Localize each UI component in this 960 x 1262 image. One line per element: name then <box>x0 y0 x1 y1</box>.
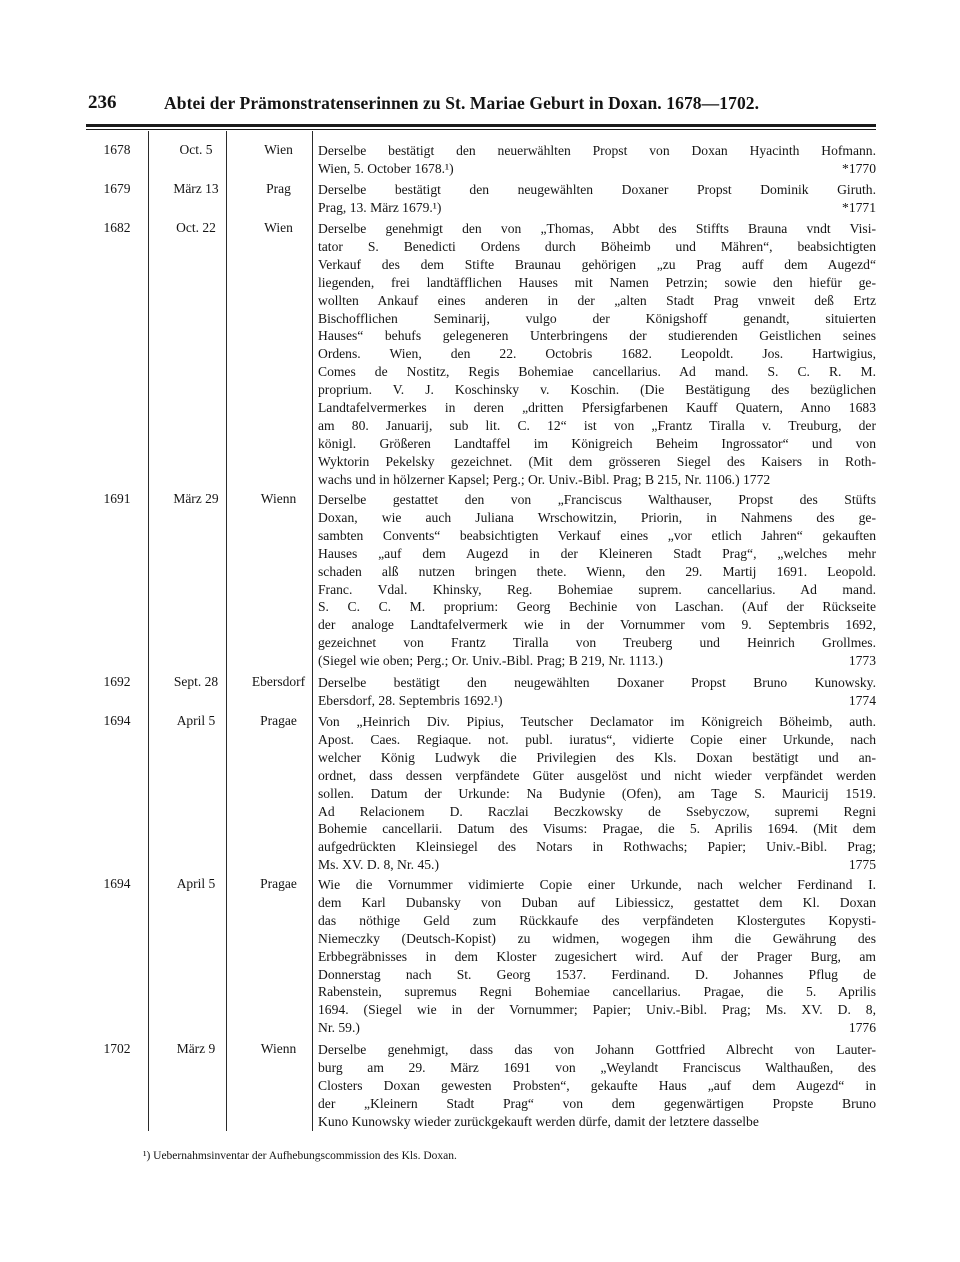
text-line: welcher König Ludwyk die Privilegien des Kls. Doxan bestätigt und an- <box>318 749 876 765</box>
text-line <box>318 856 876 874</box>
entry-date: März 9 <box>176 1041 216 1056</box>
text-line: Rabenstein, supremus Regni Bohemiae cancellarius. Pragae, die 5. Aprilis <box>318 984 876 1000</box>
text-line: wachs und in hölzerner Kapsel; Perg.; Or. Univ.-Bibl. Prag; B 215, Nr. 1106.) 1772 <box>318 471 771 487</box>
text-line: wollten Ankauf eines anderen in der „alten Stadt Prag vnweit deß Ertz <box>318 292 876 308</box>
record-number: 1774 <box>848 692 876 708</box>
entry-year: 1694 <box>103 876 131 891</box>
page-number: 236 <box>88 92 117 113</box>
entry-place: Wien <box>264 220 293 235</box>
text-segment: Prag, 13. März 1679.¹) <box>318 199 442 215</box>
text-line <box>318 160 876 178</box>
text-line: Derselbe genehmigt, dass das von Johann Gottfried Albrecht von Lauter- <box>318 1042 876 1057</box>
text-line: proprium. V. J. Koschinsky v. Koschin. (Die Bestätigung des bezüglichen <box>318 382 876 398</box>
entry-year: 1679 <box>103 181 131 196</box>
entry-date: Oct. 22 <box>176 220 216 235</box>
text-line: Verkauf des dem Stifte Braunau gehörigen „zu Prag auff dem Augezd“ <box>318 256 876 272</box>
entry-date: März 29 <box>173 491 219 506</box>
text-segment: Ms. XV. D. 8, Nr. 45.) <box>318 857 439 873</box>
entry-place: Prag <box>266 181 291 196</box>
text-line: Wie die Vornummer vidimierte Copie einer Urkunde, nach welcher Ferdinand I. <box>318 877 876 892</box>
text-line: Niemeczky (Deutsch-Kopist) zu widmen, wogegen ihm die Gewährung des <box>318 930 876 946</box>
text-line: aufgedrückten Kleinsiegel des Notars in Rothwachs; Papier; Univ.-Bibl. Prag; <box>318 839 876 855</box>
column-divider-date <box>226 131 227 1131</box>
entry-year: 1678 <box>103 142 131 157</box>
text-line: Bohemie cancellarii. Datum des Visums: Pragae, die 5. Aprilis 1694. (Mit dem <box>318 821 876 837</box>
entry-text <box>318 1041 876 1131</box>
text-line: Kuno Kunowsky wieder zurückgekauft werden dürfe, damit der letztere dasselbe <box>318 1113 759 1129</box>
column-divider-year <box>148 131 149 1131</box>
text-segment: Nr. 59.) <box>318 1020 360 1036</box>
text-line: Derselbe bestätigt den neugewählten Doxaner Propst Bruno Kunowsky. <box>318 675 876 690</box>
text-line: Derselbe genehmigt den von „Thomas, Abbt des Stiffts Brauna vndt Visi- <box>318 221 876 236</box>
entry-year: 1691 <box>103 491 131 506</box>
text-line: burg am 29. März 1691 von „Weylandt Franciscus Walthaußen, des <box>318 1059 876 1075</box>
entry-year: 1692 <box>103 674 131 689</box>
entry-date: Sept. 28 <box>173 674 219 689</box>
text-segment: Wien, 5. October 1678.¹) <box>318 160 454 176</box>
entry-date: Oct. 5 <box>179 142 213 157</box>
text-line: sollen. Datum der Urkunde: Na Budynie (Ofen), am Tage S. Mauricij 1519. <box>318 785 876 801</box>
entry-date: März 13 <box>173 181 219 196</box>
text-line: 1694. (Siegel wie in der Vornummer; Papier; Univ.-Bibl. Prag; Ms. XV. D. 8, <box>318 1002 876 1018</box>
text-segment: Ebersdorf, 28. Septembris 1692.¹) <box>318 692 503 708</box>
record-number: 1776 <box>848 1020 876 1036</box>
entry-date: April 5 <box>176 713 216 728</box>
text-line: der analoge Landtafelvermerk wie in der Vornummer vom 9. Septembris 1692, <box>318 617 876 633</box>
footnote: ¹) Uebernahmsinventar der Aufhebungscommission des Kls. Doxan. <box>143 1150 457 1162</box>
text-line <box>318 1019 876 1037</box>
entry-year: 1694 <box>103 713 131 728</box>
text-line: tator S. Benedicti Ordens durch Böheimb und Mähren“, beabsichtigten <box>318 238 876 254</box>
record-number: *1770 <box>842 160 876 176</box>
text-line: das nöthige Geld zum Rückkaufe des verpfändeten Klostergutes Kopysti- <box>318 912 876 928</box>
text-line: Derselbe bestätigt den neugewählten Doxaner Propst Dominik Giruth. <box>318 182 876 197</box>
text-line: Comes de Nostitz, Regis Bohemiae cancellarius. Ad mand. S. C. R. M. <box>318 364 876 380</box>
header-rule-thin <box>86 129 876 130</box>
text-line: Ordens. Wien, den 22. Octobris 1682. Leopoldt. Jos. Hartwigius, <box>318 346 876 362</box>
page-header <box>86 92 876 122</box>
text-line: Hauses „auf dem Augezd in der Kleineren Stadt Prag“, „welches mehr <box>318 545 876 561</box>
header-rule-thick <box>86 124 876 127</box>
text-line: Von „Heinrich Div. Pipius, Teutscher Declamator im Königreich Böheimb, auth. <box>318 714 876 729</box>
text-line: Wyktorin Pekelsky gezeichnet. (Mit dem grösseren Siegel des Kaisers in Roth- <box>318 453 876 469</box>
text-line: Doxan, wie auch Juliana Wrschowitzin, Priorin, in Nahmens des ge- <box>318 509 876 525</box>
entry-text <box>318 876 876 1037</box>
text-line: der „Kleinern Stadt Prag“ von dem gegenwärtigen Propste Bruno <box>318 1095 876 1111</box>
text-line: Apost. Caes. Regiaque. not. publ. iuratus“, vidierte Copie einer Urkunde, nach <box>318 731 876 747</box>
entry-text <box>318 491 876 670</box>
text-line <box>318 692 876 710</box>
text-line: dem Karl Dubansky von Duban auf Libiessicz, gestattet dem Kl. Doxan <box>318 894 876 910</box>
text-line: Derselbe gestattet den von „Franciscus Walthauser, Propst des Stüfts <box>318 492 876 507</box>
text-line: Derselbe bestätigt den neuerwählten Propst von Doxan Hyacinth Hofmann. <box>318 143 876 158</box>
column-divider-place <box>312 131 313 1131</box>
text-line: ordnet, dass dessen verpfändete Güter ausgelöst und nicht wieder verpfändet werden <box>318 767 876 783</box>
text-line: Franc. Vdal. Khinsky, Reg. Bohemiae suprem. cancellarius. Ad mand. <box>318 581 876 597</box>
text-line: sambten Convents“ beabsichtigten Verkauf eines „vor etlich Jahren“ gekauften <box>318 527 876 543</box>
entry-place: Pragae <box>260 713 297 728</box>
text-line: Donnerstag nach St. Georg 1537. Ferdinand. D. Johannes Pflug de <box>318 966 876 982</box>
entry-text <box>318 674 876 710</box>
text-line: am 80. Januarij, sub lit. C. 12“ ist von „Frantz Tiralla v. Treuburg, der <box>318 417 876 433</box>
text-line: S. C. C. M. proprium: Georg Bechinie von Laschan. (Auf der Rückseite <box>318 599 876 615</box>
entry-text <box>318 142 876 178</box>
text-line: Bischofflichen Seminarij, vulgo der Königshoff genandt, situierten <box>318 310 876 326</box>
entry-place: Ebersdorf <box>251 674 306 689</box>
entry-text <box>318 220 876 489</box>
text-line <box>318 199 876 217</box>
running-title: Abtei der Prämonstratenserinnen zu St. Mariae Geburt in Doxan. 1678—1702. <box>164 93 760 113</box>
text-line: schaden alß nutzen bringen thete. Wienn, den 29. Martij 1691. Leopold. <box>318 563 876 579</box>
text-line: Landtafelvermerkes in deren „dritten Pfersigfarbenen Kauff Quatern, Anno 1683 <box>318 400 876 416</box>
entry-date: April 5 <box>176 876 216 891</box>
entry-text <box>318 713 876 874</box>
entry-year: 1682 <box>103 220 131 235</box>
entry-place: Wienn <box>260 1041 297 1056</box>
text-line: Ad Relacionem D. Raczlai Beczkowsky de Ssebyczow, supremi Regni <box>318 803 876 819</box>
text-line <box>318 652 876 670</box>
entry-place: Wienn <box>260 491 297 506</box>
entry-place: Wien <box>264 142 293 157</box>
text-line: gezeichnet von Frantz Tiralla von Treuberg und Heinrich Grollmes. <box>318 635 876 651</box>
text-segment: (Siegel wie oben; Perg.; Or. Univ.-Bibl. Prag; B 219, Nr. 1113.) <box>318 653 663 669</box>
text-line: Erbbegräbnisses in dem Kloster zugesichert wird. Auf der Prager Burg, am <box>318 948 876 964</box>
text-line: liegenden, frei landtäfflichen Hauses mit Namen Petrzin; sowie den hiefür ge- <box>318 274 876 290</box>
record-number: *1771 <box>842 199 876 215</box>
text-line: königl. Größeren Landtaffel im Königreich Beheim Ingrossator“ und von <box>318 435 876 451</box>
record-number: 1773 <box>848 653 876 669</box>
text-line: Hauses“ behufs gelegeneren Unterbringens der studierenden Geistlichen seines <box>318 328 876 344</box>
text-line: Closters Doxan gewesten Probsten“, gekaufte Haus „auf dem Augezd“ in <box>318 1077 876 1093</box>
record-number: 1775 <box>848 857 876 873</box>
entry-year: 1702 <box>103 1041 131 1056</box>
entry-place: Pragae <box>260 876 297 891</box>
entry-text <box>318 181 876 217</box>
